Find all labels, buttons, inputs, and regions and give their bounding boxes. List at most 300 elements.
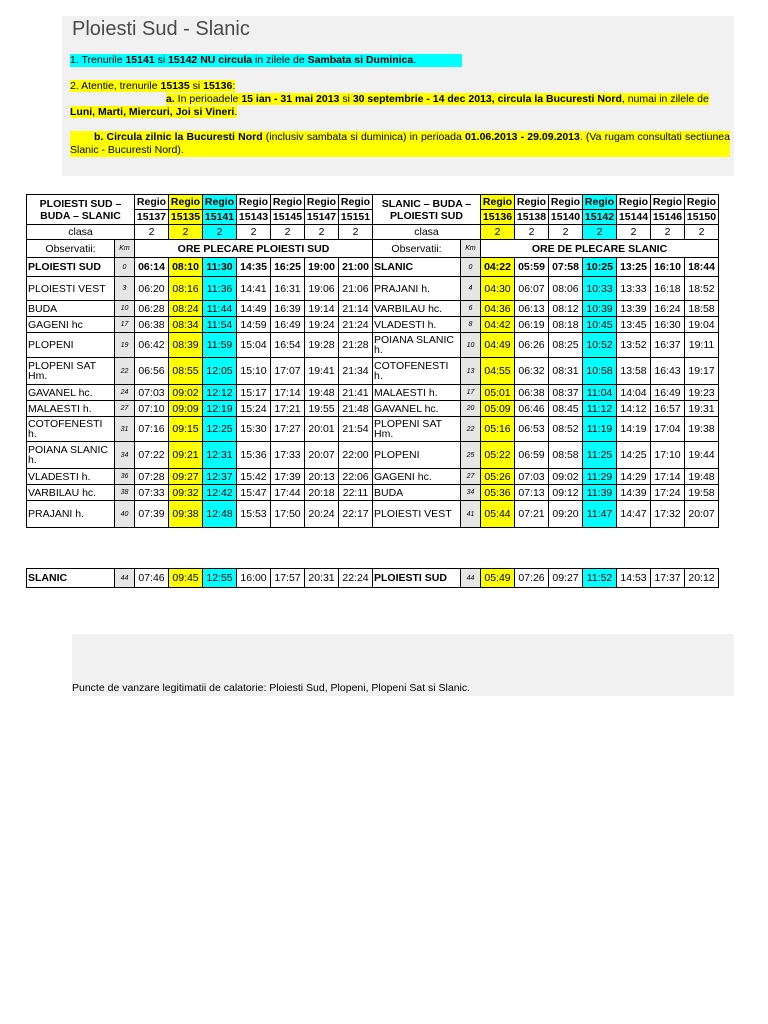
departure-time: 22:00 [339, 442, 373, 469]
station-km: 22 [461, 417, 481, 442]
sales-points-note: Puncte de vanzare legitimatii de calatorie: Ploiesti Sud, Plopeni, Plopeni Sat si Slanic. [72, 682, 471, 694]
departure-time: 09:27 [169, 469, 203, 485]
departure-time: 12:48 [203, 501, 237, 528]
departure-time: 16:37 [651, 333, 685, 358]
station-km: 40 [115, 501, 135, 528]
station-km: 27 [115, 401, 135, 417]
observatii-label: Observatii: [373, 240, 461, 258]
observatii-label: Observatii: [27, 240, 115, 258]
departure-time: 21:34 [339, 358, 373, 385]
train-type: Regio [549, 195, 583, 210]
train-clasa: 2 [237, 225, 271, 240]
station-name: PLOIESTI VEST [373, 501, 461, 528]
train-number: 15146 [651, 210, 685, 225]
train-type: Regio [203, 195, 237, 210]
train-clasa: 2 [305, 225, 339, 240]
departure-time: 22:17 [339, 501, 373, 528]
departure-time: 19:41 [305, 358, 339, 385]
departure-time: 14:59 [237, 317, 271, 333]
departure-time: 14:41 [237, 277, 271, 301]
departure-time: 09:15 [169, 417, 203, 442]
station-km: 6 [461, 301, 481, 317]
departure-time: 22:24 [339, 569, 373, 588]
header-observatii-row [27, 240, 719, 258]
departure-time: 06:38 [135, 317, 169, 333]
station-row [27, 317, 719, 333]
departure-time: 21:00 [339, 258, 373, 277]
train-clasa: 2 [617, 225, 651, 240]
departure-time: 20:31 [305, 569, 339, 588]
departure-time: 19:28 [305, 333, 339, 358]
departure-time: 11:30 [203, 258, 237, 277]
station-km: 22 [115, 358, 135, 385]
train-number: 15151 [339, 210, 373, 225]
departure-time: 10:25 [583, 258, 617, 277]
departure-time: 11:04 [583, 385, 617, 401]
departure-time: 17:37 [651, 569, 685, 588]
station-km: 31 [115, 417, 135, 442]
departure-time: 19:17 [685, 358, 719, 385]
departure-time: 14:19 [617, 417, 651, 442]
departure-time: 11:12 [583, 401, 617, 417]
departure-time: 12:31 [203, 442, 237, 469]
departure-time: 08:34 [169, 317, 203, 333]
departure-time: 15:47 [237, 485, 271, 501]
departure-time: 04:36 [481, 301, 515, 317]
station-name: COTOFENESTI h. [373, 358, 461, 385]
station-km: 27 [461, 469, 481, 485]
departure-time: 17:50 [271, 501, 305, 528]
departure-time: 19:23 [685, 385, 719, 401]
departure-time: 08:24 [169, 301, 203, 317]
departure-time: 19:04 [685, 317, 719, 333]
departure-time: 15:17 [237, 385, 271, 401]
departure-time: 17:57 [271, 569, 305, 588]
station-name: PLOPENI SAT Hm. [373, 417, 461, 442]
station-row [27, 277, 719, 301]
departure-time: 19:14 [305, 301, 339, 317]
departure-time: 14:25 [617, 442, 651, 469]
departure-time: 17:39 [271, 469, 305, 485]
station-row [27, 333, 719, 358]
station-km: 4 [461, 277, 481, 301]
departure-time: 04:42 [481, 317, 515, 333]
station-row [27, 385, 719, 401]
departure-time: 13:45 [617, 317, 651, 333]
departure-time: 04:22 [481, 258, 515, 277]
departure-time: 05:22 [481, 442, 515, 469]
departure-time: 09:02 [169, 385, 203, 401]
station-row [27, 501, 719, 528]
departure-time: 16:10 [651, 258, 685, 277]
station-name: PLOIESTI SUD [27, 258, 115, 277]
station-km: 38 [115, 485, 135, 501]
departure-time: 16:43 [651, 358, 685, 385]
station-row [27, 442, 719, 469]
departure-label: ORE DE PLECARE SLANIC [481, 240, 719, 258]
departure-time: 06:26 [515, 333, 549, 358]
station-km: 0 [461, 258, 481, 277]
station-name: POIANA SLANIC h. [373, 333, 461, 358]
departure-time: 20:24 [305, 501, 339, 528]
departure-time: 15:30 [237, 417, 271, 442]
note-1: 1. Trenurile 15141 si 15142 NU circula in zilele de Sambata si Duminica. [70, 54, 462, 67]
departure-time: 06:46 [515, 401, 549, 417]
station-row [27, 258, 719, 277]
clasa-label: clasa [373, 225, 481, 240]
departure-time: 06:59 [515, 442, 549, 469]
departure-time: 08:52 [549, 417, 583, 442]
departure-time: 15:24 [237, 401, 271, 417]
train-type: Regio [135, 195, 169, 210]
departure-time: 10:33 [583, 277, 617, 301]
departure-time: 19:44 [685, 442, 719, 469]
station-name: SLANIC [373, 258, 461, 277]
departure-time: 07:22 [135, 442, 169, 469]
departure-time: 10:52 [583, 333, 617, 358]
departure-time: 17:14 [651, 469, 685, 485]
departure-time: 08:45 [549, 401, 583, 417]
station-name: VLADESTI h. [373, 317, 461, 333]
departure-time: 15:36 [237, 442, 271, 469]
station-km: 19 [115, 333, 135, 358]
train-number: 15137 [135, 210, 169, 225]
departure-time: 16:31 [271, 277, 305, 301]
departure-time: 06:07 [515, 277, 549, 301]
train-clasa: 2 [271, 225, 305, 240]
departure-time: 05:01 [481, 385, 515, 401]
station-name: VARBILAU hc. [373, 301, 461, 317]
station-km: 10 [115, 301, 135, 317]
departure-time: 14:53 [617, 569, 651, 588]
departure-time: 19:31 [685, 401, 719, 417]
departure-time: 15:42 [237, 469, 271, 485]
station-km: 10 [461, 333, 481, 358]
departure-time: 12:12 [203, 385, 237, 401]
departure-time: 08:39 [169, 333, 203, 358]
header-clasa-row [27, 225, 719, 240]
station-name: VLADESTI h. [27, 469, 115, 485]
departure-time: 17:04 [651, 417, 685, 442]
station-km: 8 [461, 317, 481, 333]
departure-time: 07:03 [515, 469, 549, 485]
departure-time: 06:53 [515, 417, 549, 442]
departure-time: 19:00 [305, 258, 339, 277]
departure-time: 08:58 [549, 442, 583, 469]
station-km: 20 [461, 401, 481, 417]
departure-time: 16:57 [651, 401, 685, 417]
train-number: 15143 [237, 210, 271, 225]
station-row [27, 469, 719, 485]
page-title: Ploiesti Sud - Slanic [72, 18, 250, 40]
departure-time: 09:45 [169, 569, 203, 588]
train-type: Regio [651, 195, 685, 210]
departure-time: 05:59 [515, 258, 549, 277]
station-name: COTOFENESTI h. [27, 417, 115, 442]
departure-time: 18:44 [685, 258, 719, 277]
station-km: 44 [461, 569, 481, 588]
train-number: 15147 [305, 210, 339, 225]
departure-time: 12:25 [203, 417, 237, 442]
train-number: 15141 [203, 210, 237, 225]
departure-time: 18:52 [685, 277, 719, 301]
departure-time: 11:36 [203, 277, 237, 301]
departure-time: 18:58 [685, 301, 719, 317]
departure-time: 09:27 [549, 569, 583, 588]
departure-time: 17:27 [271, 417, 305, 442]
departure-time: 08:06 [549, 277, 583, 301]
train-type: Regio [237, 195, 271, 210]
station-km: 34 [115, 442, 135, 469]
departure-time: 19:48 [305, 385, 339, 401]
train-clasa: 2 [169, 225, 203, 240]
departure-time: 04:49 [481, 333, 515, 358]
departure-time: 17:24 [651, 485, 685, 501]
departure-time: 07:58 [549, 258, 583, 277]
train-number: 15142 [583, 210, 617, 225]
train-clasa: 2 [583, 225, 617, 240]
station-km: 17 [115, 317, 135, 333]
train-number: 15140 [549, 210, 583, 225]
departure-time: 07:46 [135, 569, 169, 588]
train-clasa: 2 [203, 225, 237, 240]
departure-time: 06:42 [135, 333, 169, 358]
departure-time: 04:30 [481, 277, 515, 301]
train-clasa: 2 [685, 225, 719, 240]
gap-row [27, 528, 719, 569]
departure-time: 08:25 [549, 333, 583, 358]
station-km: 44 [115, 569, 135, 588]
station-name: GAVANEL hc. [373, 401, 461, 417]
departure-time: 20:07 [305, 442, 339, 469]
departure-time: 20:12 [685, 569, 719, 588]
train-number: 15138 [515, 210, 549, 225]
departure-time: 16:24 [651, 301, 685, 317]
departure-time: 08:10 [169, 258, 203, 277]
train-type: Regio [583, 195, 617, 210]
departure-time: 19:58 [685, 485, 719, 501]
train-type: Regio [617, 195, 651, 210]
train-number: 15145 [271, 210, 305, 225]
train-clasa: 2 [515, 225, 549, 240]
departure-time: 16:54 [271, 333, 305, 358]
departure-time: 05:16 [481, 417, 515, 442]
departure-time: 11:44 [203, 301, 237, 317]
station-name: PLOPENI SAT Hm. [27, 358, 115, 385]
station-km: 24 [115, 385, 135, 401]
departure-time: 16:49 [271, 317, 305, 333]
train-type: Regio [685, 195, 719, 210]
km-label: Km [461, 240, 481, 258]
departure-time: 05:44 [481, 501, 515, 528]
departure-time: 13:58 [617, 358, 651, 385]
departure-time: 11:54 [203, 317, 237, 333]
timetable [26, 194, 719, 588]
departure-time: 06:38 [515, 385, 549, 401]
departure-time: 22:06 [339, 469, 373, 485]
station-name: PLOIESTI SUD [373, 569, 461, 588]
departure-time: 21:28 [339, 333, 373, 358]
departure-time: 11:59 [203, 333, 237, 358]
departure-time: 10:45 [583, 317, 617, 333]
departure-time: 17:44 [271, 485, 305, 501]
departure-time: 07:33 [135, 485, 169, 501]
departure-time: 21:06 [339, 277, 373, 301]
km-label: Km [115, 240, 135, 258]
station-name: PLOPENI [27, 333, 115, 358]
departure-time: 12:19 [203, 401, 237, 417]
final-station-row [27, 569, 719, 588]
departure-time: 20:07 [685, 501, 719, 528]
departure-time: 07:03 [135, 385, 169, 401]
departure-time: 15:53 [237, 501, 271, 528]
station-name: POIANA SLANIC h. [27, 442, 115, 469]
departure-time: 16:00 [237, 569, 271, 588]
station-km: 34 [461, 485, 481, 501]
departure-time: 11:47 [583, 501, 617, 528]
departure-time: 19:38 [685, 417, 719, 442]
departure-time: 21:41 [339, 385, 373, 401]
departure-time: 09:20 [549, 501, 583, 528]
departure-time: 20:01 [305, 417, 339, 442]
station-name: BUDA [373, 485, 461, 501]
train-clasa: 2 [549, 225, 583, 240]
route-label: PLOIESTI SUD – BUDA – SLANIC [27, 195, 135, 225]
departure-time: 07:21 [515, 501, 549, 528]
departure-time: 11:19 [583, 417, 617, 442]
departure-time: 11:29 [583, 469, 617, 485]
spacer [27, 528, 719, 569]
station-km: 36 [115, 469, 135, 485]
departure-time: 10:39 [583, 301, 617, 317]
departure-time: 07:26 [515, 569, 549, 588]
departure-time: 09:02 [549, 469, 583, 485]
header-train-type-row [27, 195, 719, 210]
train-clasa: 2 [651, 225, 685, 240]
departure-time: 08:16 [169, 277, 203, 301]
station-name: GAGENI hc. [373, 469, 461, 485]
departure-time: 09:32 [169, 485, 203, 501]
departure-time: 07:16 [135, 417, 169, 442]
station-km: 25 [461, 442, 481, 469]
train-clasa: 2 [481, 225, 515, 240]
departure-time: 06:13 [515, 301, 549, 317]
train-type: Regio [339, 195, 373, 210]
station-name: SLANIC [27, 569, 115, 588]
departure-time: 16:39 [271, 301, 305, 317]
departure-time: 14:12 [617, 401, 651, 417]
station-row [27, 401, 719, 417]
departure-time: 06:19 [515, 317, 549, 333]
station-name: PLOIESTI VEST [27, 277, 115, 301]
note-3: b. Circula zilnic la Bucuresti Nord (inclusiv sambata si duminica) in perioada 01.06.2013 - 29.09.2013. (Va rugam consultati sectiunea Slanic - Bucuresti Nord). [70, 131, 730, 156]
departure-time: 17:07 [271, 358, 305, 385]
departure-time: 19:24 [305, 317, 339, 333]
departure-time: 06:56 [135, 358, 169, 385]
train-clasa: 2 [339, 225, 373, 240]
station-km: 0 [115, 258, 135, 277]
departure-time: 06:20 [135, 277, 169, 301]
departure-time: 13:33 [617, 277, 651, 301]
train-type: Regio [271, 195, 305, 210]
departure-time: 21:14 [339, 301, 373, 317]
departure-time: 17:32 [651, 501, 685, 528]
departure-time: 21:48 [339, 401, 373, 417]
station-row [27, 485, 719, 501]
departure-time: 20:13 [305, 469, 339, 485]
station-name: PRAJANI h. [27, 501, 115, 528]
departure-time: 05:36 [481, 485, 515, 501]
departure-time: 21:54 [339, 417, 373, 442]
route-label: SLANIC – BUDA – PLOIESTI SUD [373, 195, 481, 225]
departure-time: 06:32 [515, 358, 549, 385]
departure-time: 17:10 [651, 442, 685, 469]
train-number: 15135 [169, 210, 203, 225]
departure-time: 07:39 [135, 501, 169, 528]
departure-time: 14:39 [617, 485, 651, 501]
departure-time: 08:37 [549, 385, 583, 401]
departure-time: 06:14 [135, 258, 169, 277]
departure-time: 12:37 [203, 469, 237, 485]
station-name: MALAESTI h. [373, 385, 461, 401]
departure-time: 05:49 [481, 569, 515, 588]
departure-time: 13:52 [617, 333, 651, 358]
departure-time: 19:06 [305, 277, 339, 301]
departure-label: ORE PLECARE PLOIESTI SUD [135, 240, 373, 258]
train-type: Regio [305, 195, 339, 210]
departure-time: 17:21 [271, 401, 305, 417]
departure-time: 07:13 [515, 485, 549, 501]
departure-time: 16:49 [651, 385, 685, 401]
departure-time: 13:25 [617, 258, 651, 277]
train-number: 15136 [481, 210, 515, 225]
departure-time: 22:11 [339, 485, 373, 501]
departure-time: 20:18 [305, 485, 339, 501]
station-name: GAVANEL hc. [27, 385, 115, 401]
departure-time: 16:18 [651, 277, 685, 301]
departure-time: 10:58 [583, 358, 617, 385]
station-name: BUDA [27, 301, 115, 317]
station-km: 3 [115, 277, 135, 301]
departure-time: 09:09 [169, 401, 203, 417]
departure-time: 08:12 [549, 301, 583, 317]
departure-time: 08:31 [549, 358, 583, 385]
departure-time: 05:09 [481, 401, 515, 417]
train-type: Regio [169, 195, 203, 210]
station-name: PLOPENI [373, 442, 461, 469]
departure-time: 14:04 [617, 385, 651, 401]
station-row [27, 358, 719, 385]
departure-time: 05:26 [481, 469, 515, 485]
clasa-label: clasa [27, 225, 135, 240]
departure-time: 11:39 [583, 485, 617, 501]
station-row [27, 417, 719, 442]
departure-time: 08:55 [169, 358, 203, 385]
train-number: 15144 [617, 210, 651, 225]
station-km: 41 [461, 501, 481, 528]
departure-time: 21:24 [339, 317, 373, 333]
departure-time: 09:21 [169, 442, 203, 469]
departure-time: 13:39 [617, 301, 651, 317]
departure-time: 19:11 [685, 333, 719, 358]
departure-time: 07:10 [135, 401, 169, 417]
station-km: 17 [461, 385, 481, 401]
train-number: 15150 [685, 210, 719, 225]
station-name: MALAESTI h. [27, 401, 115, 417]
departure-time: 07:28 [135, 469, 169, 485]
departure-time: 11:25 [583, 442, 617, 469]
note-2: 2. Atentie, trenurile 15135 si 15136: a. In perioadele 15 ian - 31 mai 2013 si 30 septembrie - 14 dec 2013, circula la Bucuresti Nord, numai in zilele de Luni, Marti, Miercuri, Joi si Vineri. [70, 80, 709, 118]
